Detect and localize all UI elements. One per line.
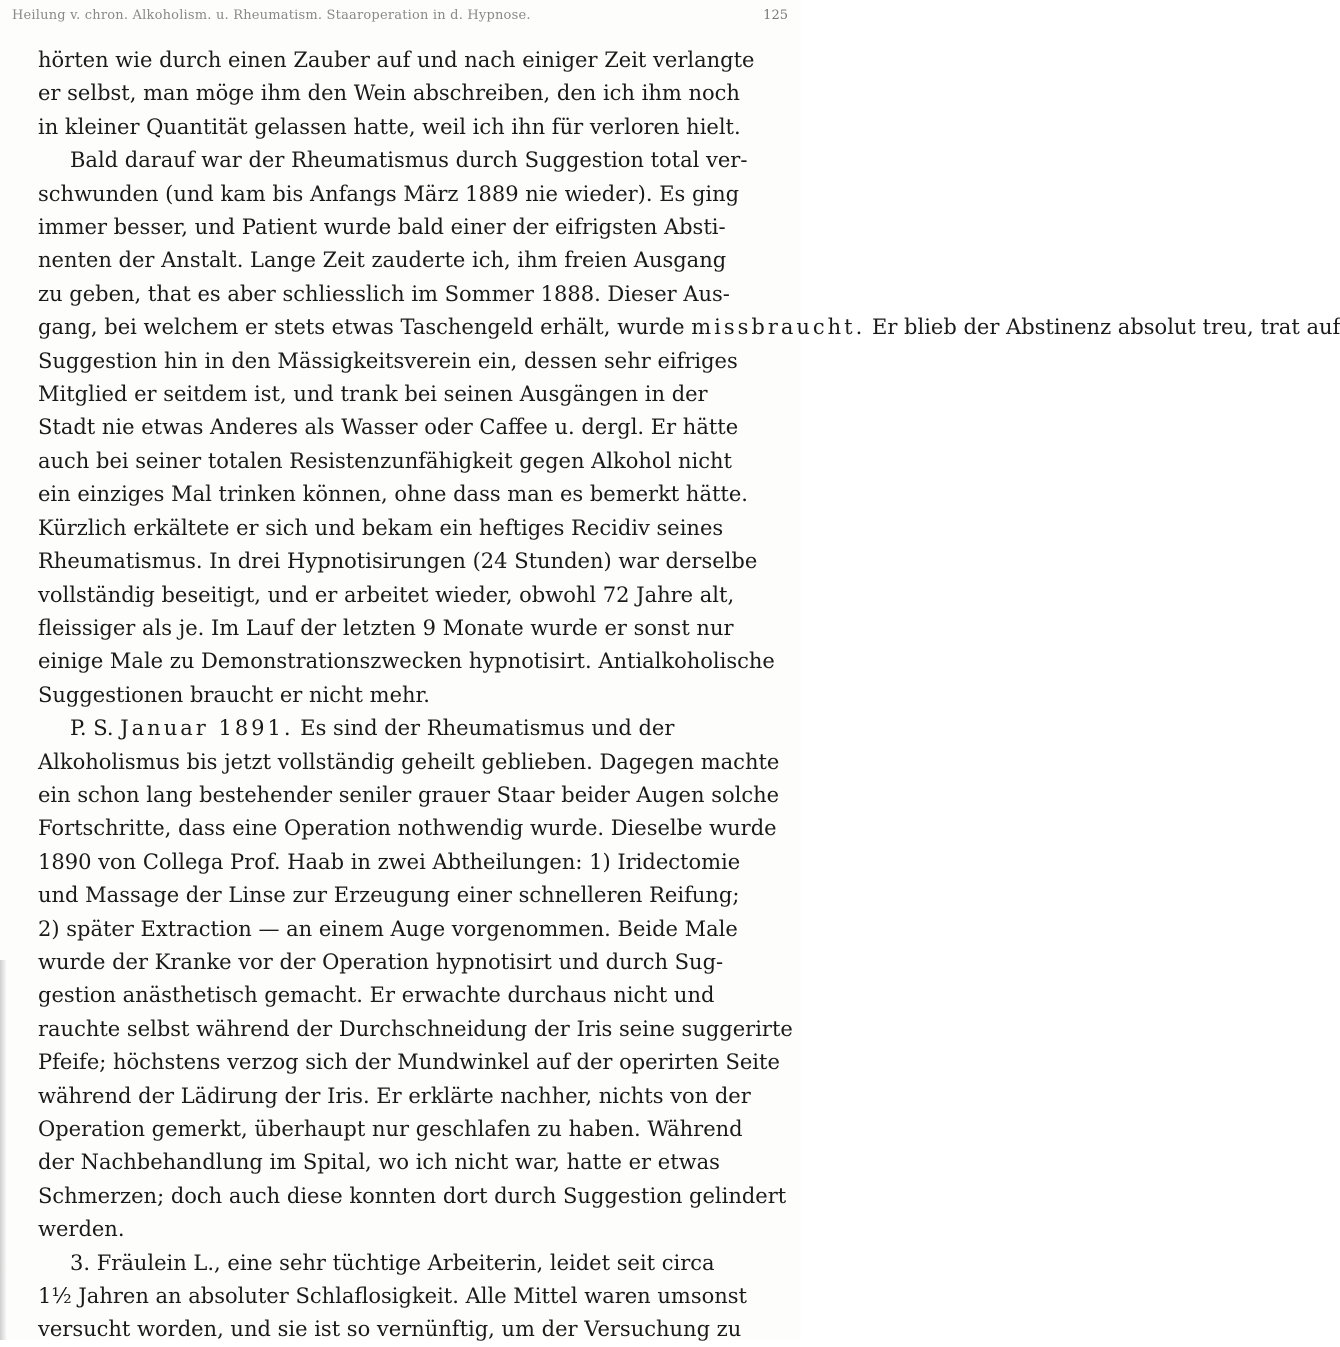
text-line: Pfeife; höchstens verzog sich der Mundwinkel auf der operirten Seite	[38, 1050, 780, 1075]
text-line: 1890 von Collega Prof. Haab in zwei Abtheilungen: 1) Iridectomie	[38, 849, 741, 874]
text-line: Suggestionen braucht er nicht mehr.	[38, 682, 430, 707]
text-line	[38, 311, 1340, 344]
line-segment: Es sind der Rheumatismus und der	[300, 716, 675, 741]
text-line: Schmerzen; doch auch diese konnten dort durch Suggestion gelindert	[38, 1183, 787, 1208]
text-line: und Massage der Linse zur Erzeugung einer schnelleren Reifung;	[38, 883, 740, 908]
running-header	[0, 0, 796, 32]
text-line: gestion anästhetisch gemacht. Er erwachte durchaus nicht und	[38, 983, 715, 1008]
text-line: während der Lädirung der Iris. Er erklärte nachher, nichts von der	[38, 1083, 751, 1108]
text-line: 2) später Extraction — an einem Auge vorgenommen. Beide Male	[38, 916, 738, 941]
line-segment: gang, bei welchem er stets etwas Taschengeld erhält, wurde	[38, 315, 685, 340]
text-line: 3. Fräulein L., eine sehr tüchtige Arbeiterin, leidet seit circa	[70, 1250, 715, 1275]
text-line: Bald darauf war der Rheumatismus durch Suggestion total ver-	[70, 148, 748, 173]
text-line: wurde der Kranke vor der Operation hypnotisirt und durch Sug-	[38, 949, 724, 974]
page-number: 125	[763, 8, 788, 23]
text-line: ein schon lang bestehender seniler grauer Staar beider Augen solche	[38, 782, 780, 807]
text-line	[38, 712, 790, 745]
spaced-emphasis: missbraucht.	[691, 315, 866, 340]
text-line: versucht worden, und sie ist so vernünftig, um der Versuchung zu	[38, 1317, 742, 1342]
postscript-date: Januar 1891.	[120, 716, 294, 741]
text-line: 1½ Jahren an absoluter Schlaflosigkeit. Alle Mittel waren umsonst	[38, 1284, 747, 1309]
text-line: Suggestion hin in den Mässigkeitsverein ein, dessen sehr eifriges	[38, 348, 738, 373]
text-line: Fortschritte, dass eine Operation nothwendig wurde. Dieselbe wurde	[38, 816, 777, 841]
postscript-label: P. S.	[70, 716, 114, 741]
text-line: werden.	[38, 1217, 125, 1242]
paragraph-continued	[38, 44, 790, 144]
text-line: Rheumatismus. In drei Hypnotisirungen (24 Stunden) war derselbe	[38, 549, 758, 574]
page-body	[38, 44, 1340, 1347]
text-line: ein einziges Mal trinken können, ohne dass man es bemerkt hätte.	[38, 482, 748, 507]
text-line: Kürzlich erkältete er sich und bekam ein heftiges Recidiv seines	[38, 515, 724, 540]
paragraph-rheumatismus	[38, 144, 1340, 712]
text-line: nenten der Anstalt. Lange Zeit zauderte ich, ihm freien Ausgang	[38, 248, 727, 273]
text-line: rauchte selbst während der Durchschneidung der Iris seine suggerirte	[38, 1016, 793, 1041]
text-line: hörten wie durch einen Zauber auf und nach einiger Zeit verlangte	[38, 48, 755, 72]
text-line: schwunden (und kam bis Anfangs März 1889 nie wieder). Es ging	[38, 181, 740, 206]
text-line: Stadt nie etwas Anderes als Wasser oder Caffee u. dergl. Er hätte	[38, 415, 739, 440]
page-edge-shadow	[0, 960, 7, 1340]
paragraph-postscript	[38, 712, 793, 1247]
text-line: zu geben, that es aber schliesslich im Sommer 1888. Dieser Aus-	[38, 281, 730, 306]
text-line: auch bei seiner totalen Resistenzunfähigkeit gegen Alkohol nicht	[38, 448, 732, 473]
text-line: Alkoholismus bis jetzt vollständig geheilt geblieben. Dagegen machte	[38, 749, 780, 774]
text-line: er selbst, man möge ihm den Wein abschreiben, den ich ihm noch	[38, 81, 740, 106]
text-line: Mitglied er seitdem ist, und trank bei seinen Ausgängen in der	[38, 382, 708, 407]
text-line: in kleiner Quantität gelassen hatte, weil ich ihn für verloren hielt.	[38, 114, 741, 139]
text-line: immer besser, und Patient wurde bald einer der eifrigsten Absti-	[38, 215, 726, 240]
paragraph-case-3	[38, 1247, 790, 1347]
text-line: einige Male zu Demonstrationszwecken hypnotisirt. Antialkoholische	[38, 649, 775, 674]
text-line: fleissiger als je. Im Lauf der letzten 9 Monate wurde er sonst nur	[38, 615, 734, 640]
line-segment: Er blieb der Abstinenz absolut treu, trat auf	[872, 315, 1340, 340]
text-line: Operation gemerkt, überhaupt nur geschlafen zu haben. Während	[38, 1117, 743, 1141]
text-line: der Nachbehandlung im Spital, wo ich nicht war, hatte er etwas	[38, 1150, 720, 1175]
running-title: Heilung v. chron. Alkoholism. u. Rheumatism. Staaroperation in d. Hypnose.	[12, 8, 531, 23]
text-line: vollständig beseitigt, und er arbeitet wieder, obwohl 72 Jahre alt,	[38, 582, 735, 607]
